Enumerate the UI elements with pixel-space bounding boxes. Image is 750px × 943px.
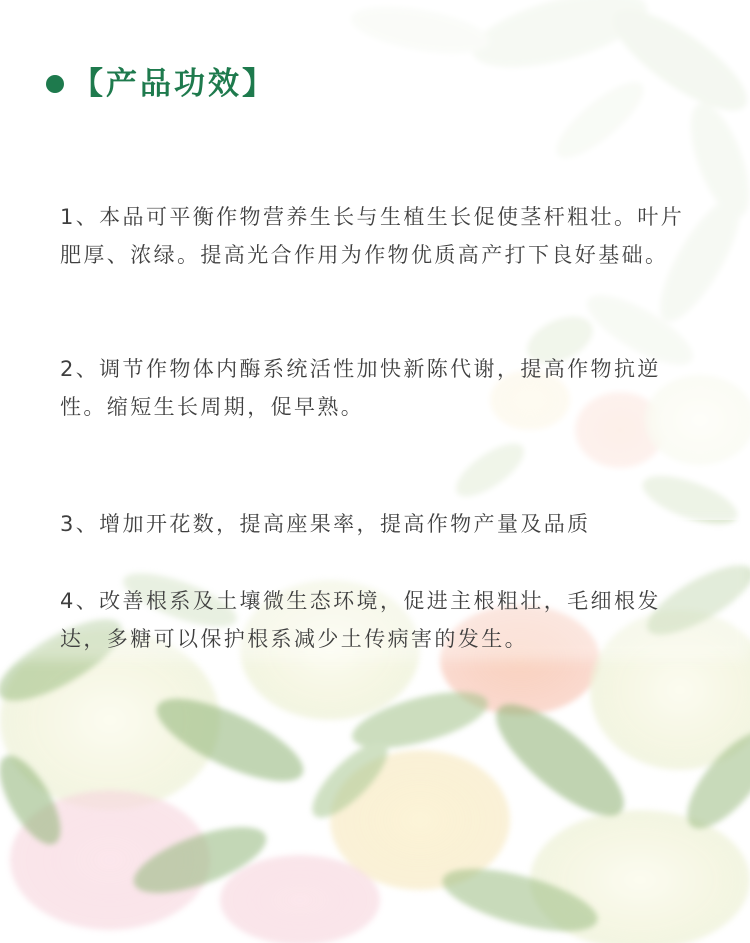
efficacy-item-1: 1、本品可平衡作物营养生长与生植生长促使茎杆粗壮。叶片肥厚、浓绿。提高光合作用为作物优质高产打下良好基础。 xyxy=(60,205,685,267)
section-heading xyxy=(46,64,276,104)
efficacy-item-4: 4、改善根系及土壤微生态环境，促进主根粗壮，毛细根发达，多糖可以保护根系减少土传病害的发生。 xyxy=(60,589,661,651)
green-dot-icon xyxy=(46,75,64,93)
efficacy-item-3: 3、增加开花数，提高座果率，提高作物产量及品质 xyxy=(60,512,591,536)
efficacy-item-2: 2、调节作物体内酶系统活性加快新陈代谢，提高作物抗逆性。缩短生长周期，促早熟。 xyxy=(60,357,661,419)
section-title: 【产品功效】 xyxy=(72,66,276,102)
